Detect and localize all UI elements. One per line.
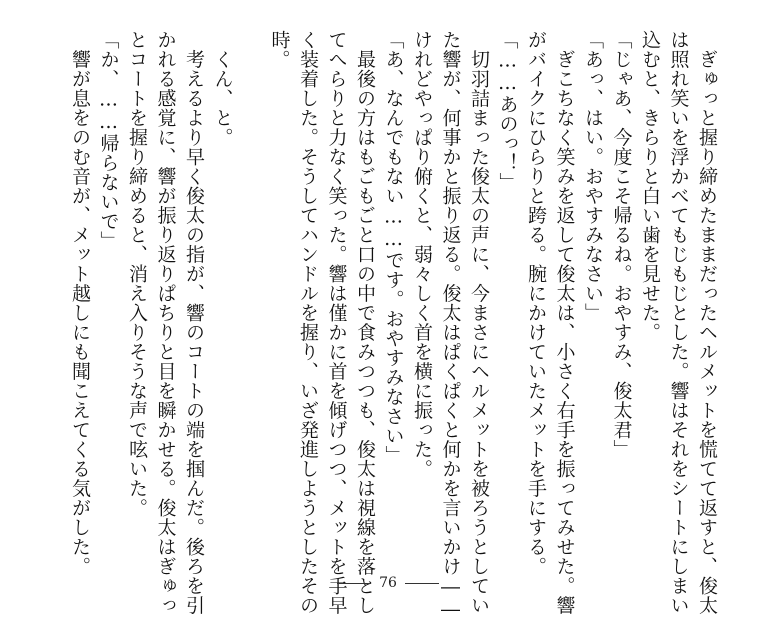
text-column: 込むと、きらりと白い歯を見せた。 (639, 30, 661, 342)
text-column: てへらりと力なく笑った。響は僅かに首を傾げつつ、メットを手早 (325, 30, 348, 615)
text-column: 「……あのっ！」 (496, 30, 519, 192)
text-column: た響が、何事かと振り返る。俊太はぱくぱくと何かを言いかけ―― (439, 30, 462, 621)
text-column: がバイクにひらりと跨る。腕にかけていたメットを手にする。 (525, 30, 547, 576)
text-column: ぎこちなく笑みを返して俊太は、小さく右手を振ってみせた。響 (553, 30, 576, 615)
text-column: 時。 (268, 30, 291, 69)
text-column: かれる感覚に、響が振り返りぱちりと目を瞬かせる。俊太はぎゅっ (154, 30, 177, 615)
text-column: ぎゅっと握り締めたままだったヘルメットを慌てて返すと、俊太 (696, 30, 718, 615)
folio-rule-right (405, 583, 439, 584)
text-column: けれどやっぱり俯くと、弱々しく首を横に振った。 (411, 30, 433, 479)
page-number: 76 (379, 575, 397, 591)
text-column: 「か、……帰らないで」 (97, 30, 120, 251)
text-column: とコートを握り締めると、消え入りそうな声で呟いた。 (126, 30, 148, 518)
text-column: 最後の方はもごもごと口の中で食みつつも、俊太は視線を落とし (354, 30, 376, 615)
text-column: は照れ笑いを浮かべてもじもじとした。響はそれをシートにしまい (667, 30, 690, 615)
page-number-footer (0, 573, 776, 593)
text-column: 響が息をのむ音が、メット越しにも聞こえてくる気がした。 (69, 30, 91, 576)
folio-rule-left (337, 583, 371, 584)
text-column: 「あ、なんでもない……です。おやすみなさい」 (382, 30, 405, 465)
text-column: 「じゃあ、今度こそ帰るね。おやすみ、俊太君」 (610, 30, 633, 459)
text-column: 「あっ、はい。おやすみなさい」 (582, 30, 604, 323)
text-column: 考えるより早く俊太の指が、響のコートの端を掴んだ。後ろを引 (183, 30, 205, 615)
text-column: くん、と。 (211, 30, 234, 147)
text-column: 切羽詰まった俊太の声に、今まさにヘルメットを被ろうとしてい (468, 30, 490, 615)
blank-column (237, 30, 266, 550)
text-column: く装着した。そうしてハンドルを握り、いざ発進しようとしたその (297, 30, 319, 615)
